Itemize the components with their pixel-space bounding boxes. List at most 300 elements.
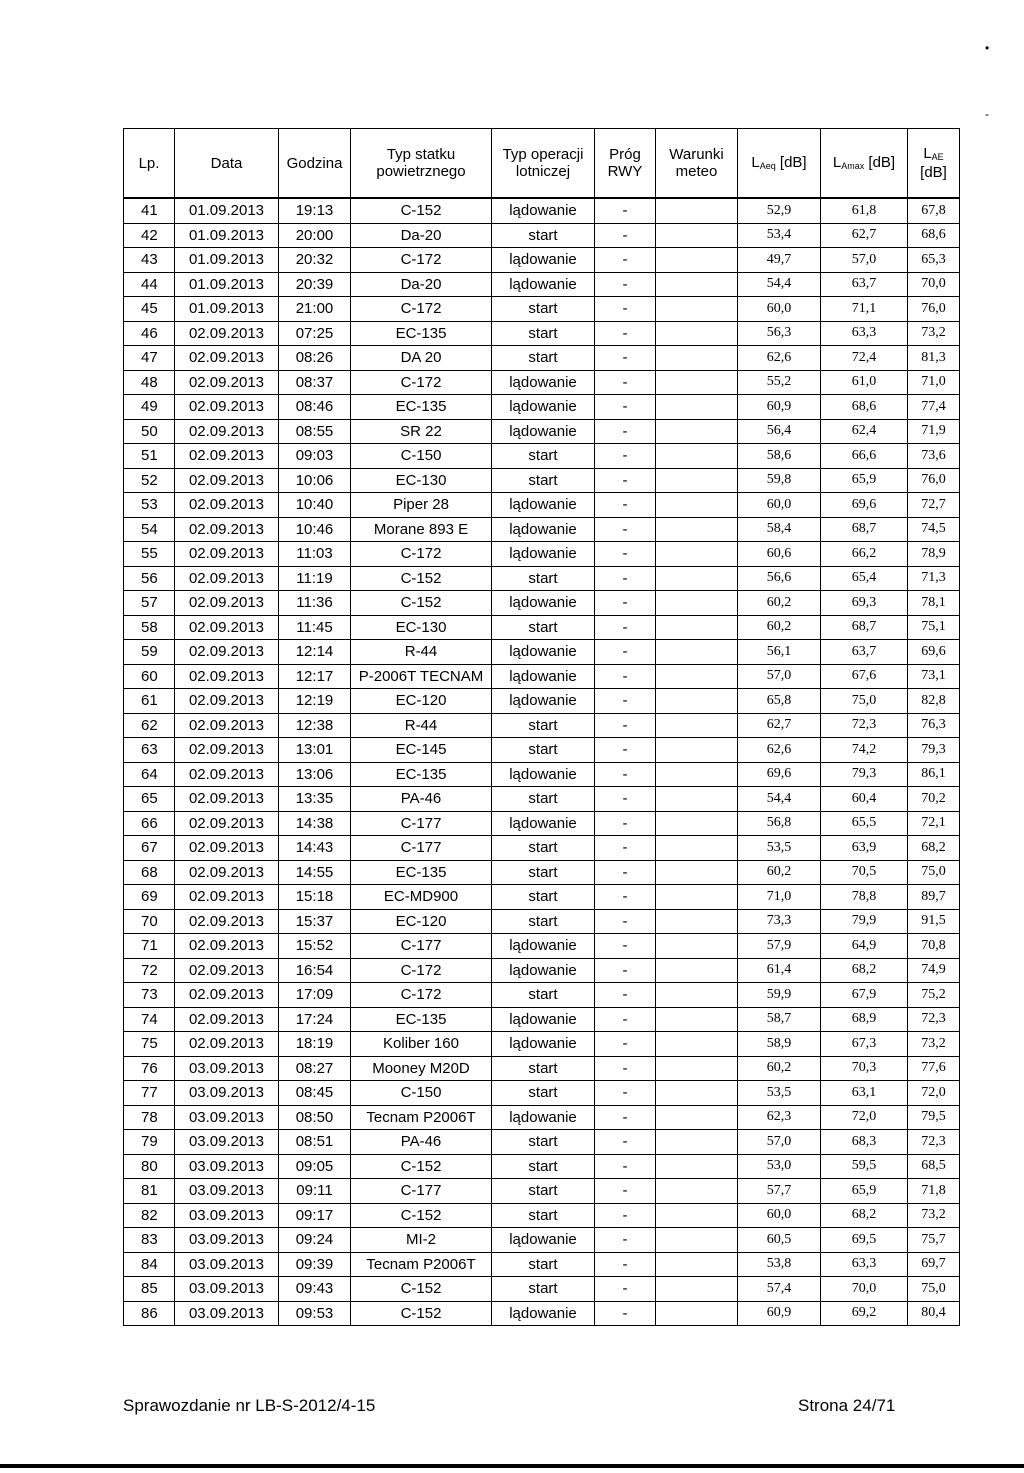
weather-cell xyxy=(656,321,738,346)
time-cell: 11:36 xyxy=(279,591,351,616)
laeq-cell: 61,4 xyxy=(738,958,821,983)
weather-cell xyxy=(656,664,738,689)
operation-cell: start xyxy=(492,836,595,861)
lamax-cell: 62,4 xyxy=(821,419,908,444)
time-cell: 15:52 xyxy=(279,934,351,959)
date-cell: 03.09.2013 xyxy=(175,1228,279,1253)
aircraft-cell: EC-120 xyxy=(351,689,492,714)
lp-cell: 53 xyxy=(124,493,175,518)
laeq-cell: 57,0 xyxy=(738,664,821,689)
lp-cell: 43 xyxy=(124,248,175,273)
time-cell: 11:03 xyxy=(279,542,351,567)
operation-cell: lądowanie xyxy=(492,1301,595,1326)
table-row xyxy=(124,738,960,763)
time-cell: 12:19 xyxy=(279,689,351,714)
date-cell: 02.09.2013 xyxy=(175,909,279,934)
time-cell: 09:03 xyxy=(279,444,351,469)
lae-cell: 79,3 xyxy=(908,738,960,763)
aircraft-cell: Mooney M20D xyxy=(351,1056,492,1081)
operation-cell: start xyxy=(492,468,595,493)
runway-cell: - xyxy=(595,787,656,812)
laeq-cell: 60,2 xyxy=(738,615,821,640)
lamax-cell: 72,3 xyxy=(821,713,908,738)
operation-cell: start xyxy=(492,738,595,763)
lamax-cell: 72,4 xyxy=(821,346,908,371)
lp-cell: 54 xyxy=(124,517,175,542)
operation-cell: lądowanie xyxy=(492,493,595,518)
aircraft-cell: EC-130 xyxy=(351,468,492,493)
laeq-cell: 62,7 xyxy=(738,713,821,738)
lamax-cell: 63,7 xyxy=(821,272,908,297)
aircraft-cell: Piper 28 xyxy=(351,493,492,518)
lae-cell: 72,1 xyxy=(908,811,960,836)
runway-cell: - xyxy=(595,566,656,591)
runway-cell: - xyxy=(595,836,656,861)
lamax-cell: 63,9 xyxy=(821,836,908,861)
table-row xyxy=(124,198,960,223)
weather-cell xyxy=(656,1130,738,1155)
aircraft-cell: C-172 xyxy=(351,297,492,322)
lae-cell: 82,8 xyxy=(908,689,960,714)
aircraft-cell: Tecnam P2006T xyxy=(351,1252,492,1277)
runway-cell: - xyxy=(595,395,656,420)
laeq-cell: 73,3 xyxy=(738,909,821,934)
header-date: Data xyxy=(175,129,279,199)
table-row xyxy=(124,444,960,469)
lamax-cell: 65,4 xyxy=(821,566,908,591)
date-cell: 02.09.2013 xyxy=(175,664,279,689)
lp-cell: 72 xyxy=(124,958,175,983)
lamax-cell: 75,0 xyxy=(821,689,908,714)
aircraft-cell: Da-20 xyxy=(351,272,492,297)
laeq-cell: 52,9 xyxy=(738,198,821,223)
date-cell: 03.09.2013 xyxy=(175,1203,279,1228)
date-cell: 02.09.2013 xyxy=(175,713,279,738)
header-runway: Próg RWY xyxy=(595,129,656,199)
runway-cell: - xyxy=(595,493,656,518)
lp-cell: 75 xyxy=(124,1032,175,1057)
lae-cell: 68,6 xyxy=(908,223,960,248)
table-row xyxy=(124,958,960,983)
weather-cell xyxy=(656,1179,738,1204)
operation-cell: lądowanie xyxy=(492,248,595,273)
weather-cell xyxy=(656,615,738,640)
date-cell: 03.09.2013 xyxy=(175,1105,279,1130)
runway-cell: - xyxy=(595,346,656,371)
lamax-cell: 61,0 xyxy=(821,370,908,395)
lae-cell: 71,9 xyxy=(908,419,960,444)
date-cell: 01.09.2013 xyxy=(175,272,279,297)
lp-cell: 52 xyxy=(124,468,175,493)
date-cell: 02.09.2013 xyxy=(175,689,279,714)
table-row xyxy=(124,370,960,395)
table-row xyxy=(124,1007,960,1032)
aircraft-cell: SR 22 xyxy=(351,419,492,444)
lamax-cell: 74,2 xyxy=(821,738,908,763)
operation-cell: start xyxy=(492,860,595,885)
laeq-cell: 58,9 xyxy=(738,1032,821,1057)
lamax-cell: 66,2 xyxy=(821,542,908,567)
lamax-cell: 70,3 xyxy=(821,1056,908,1081)
laeq-cell: 56,8 xyxy=(738,811,821,836)
lp-cell: 74 xyxy=(124,1007,175,1032)
time-cell: 15:18 xyxy=(279,885,351,910)
operation-cell: start xyxy=(492,1277,595,1302)
lae-cell: 73,6 xyxy=(908,444,960,469)
date-cell: 02.09.2013 xyxy=(175,983,279,1008)
aircraft-cell: C-172 xyxy=(351,983,492,1008)
lp-cell: 44 xyxy=(124,272,175,297)
lae-cell: 75,7 xyxy=(908,1228,960,1253)
aircraft-cell: C-177 xyxy=(351,836,492,861)
date-cell: 03.09.2013 xyxy=(175,1130,279,1155)
aircraft-cell: C-152 xyxy=(351,1301,492,1326)
table-row xyxy=(124,542,960,567)
time-cell: 09:53 xyxy=(279,1301,351,1326)
lae-cell: 70,8 xyxy=(908,934,960,959)
lae-cell: 72,7 xyxy=(908,493,960,518)
stray-dot-mark: • xyxy=(985,41,990,55)
operation-cell: lądowanie xyxy=(492,689,595,714)
runway-cell: - xyxy=(595,272,656,297)
table-row xyxy=(124,419,960,444)
weather-cell xyxy=(656,860,738,885)
time-cell: 09:17 xyxy=(279,1203,351,1228)
lp-cell: 63 xyxy=(124,738,175,763)
lp-cell: 45 xyxy=(124,297,175,322)
weather-cell xyxy=(656,566,738,591)
aircraft-cell: Tecnam P2006T xyxy=(351,1105,492,1130)
laeq-cell: 56,3 xyxy=(738,321,821,346)
header-lp: Lp. xyxy=(124,129,175,199)
table-row xyxy=(124,1130,960,1155)
lae-cell: 86,1 xyxy=(908,762,960,787)
header-lae: $L_{AE}$ [dB] xyxy=(908,129,960,199)
lamax-cell: 64,9 xyxy=(821,934,908,959)
aircraft-cell: EC-135 xyxy=(351,860,492,885)
table-row xyxy=(124,836,960,861)
table-row xyxy=(124,1203,960,1228)
time-cell: 11:45 xyxy=(279,615,351,640)
runway-cell: - xyxy=(595,713,656,738)
weather-cell xyxy=(656,1252,738,1277)
runway-cell: - xyxy=(595,1277,656,1302)
date-cell: 03.09.2013 xyxy=(175,1179,279,1204)
operation-cell: lądowanie xyxy=(492,272,595,297)
aircraft-cell: C-150 xyxy=(351,444,492,469)
laeq-cell: 58,7 xyxy=(738,1007,821,1032)
lamax-cell: 67,9 xyxy=(821,983,908,1008)
time-cell: 10:40 xyxy=(279,493,351,518)
lae-cell: 80,4 xyxy=(908,1301,960,1326)
date-cell: 02.09.2013 xyxy=(175,1007,279,1032)
operation-cell: lądowanie xyxy=(492,517,595,542)
table-row xyxy=(124,860,960,885)
date-cell: 01.09.2013 xyxy=(175,297,279,322)
date-cell: 02.09.2013 xyxy=(175,860,279,885)
aircraft-cell: EC-135 xyxy=(351,762,492,787)
table-row xyxy=(124,664,960,689)
lp-cell: 48 xyxy=(124,370,175,395)
operation-cell: lądowanie xyxy=(492,811,595,836)
lp-cell: 64 xyxy=(124,762,175,787)
lae-cell: 72,3 xyxy=(908,1007,960,1032)
time-cell: 10:46 xyxy=(279,517,351,542)
lamax-cell: 65,9 xyxy=(821,1179,908,1204)
time-cell: 09:43 xyxy=(279,1277,351,1302)
lamax-cell: 78,8 xyxy=(821,885,908,910)
lamax-cell: 68,3 xyxy=(821,1130,908,1155)
lae-cell: 73,2 xyxy=(908,1032,960,1057)
operation-cell: start xyxy=(492,885,595,910)
operation-cell: lądowanie xyxy=(492,395,595,420)
runway-cell: - xyxy=(595,321,656,346)
lamax-cell: 63,7 xyxy=(821,640,908,665)
operation-cell: lądowanie xyxy=(492,1032,595,1057)
weather-cell xyxy=(656,468,738,493)
time-cell: 21:00 xyxy=(279,297,351,322)
time-cell: 18:19 xyxy=(279,1032,351,1057)
operation-cell: lądowanie xyxy=(492,370,595,395)
table-row xyxy=(124,762,960,787)
weather-cell xyxy=(656,958,738,983)
table-row xyxy=(124,615,960,640)
weather-cell xyxy=(656,811,738,836)
lamax-cell: 70,5 xyxy=(821,860,908,885)
lae-cell: 73,2 xyxy=(908,321,960,346)
aircraft-cell: C-152 xyxy=(351,198,492,223)
aircraft-cell: PA-46 xyxy=(351,1130,492,1155)
weather-cell xyxy=(656,1105,738,1130)
aircraft-cell: C-152 xyxy=(351,1203,492,1228)
date-cell: 02.09.2013 xyxy=(175,885,279,910)
runway-cell: - xyxy=(595,468,656,493)
aircraft-cell: R-44 xyxy=(351,640,492,665)
weather-cell xyxy=(656,934,738,959)
lp-cell: 65 xyxy=(124,787,175,812)
operation-cell: lądowanie xyxy=(492,664,595,689)
footer-divider xyxy=(0,1464,1024,1468)
table-row xyxy=(124,689,960,714)
date-cell: 02.09.2013 xyxy=(175,444,279,469)
table-body xyxy=(124,198,960,1326)
time-cell: 08:37 xyxy=(279,370,351,395)
lp-cell: 79 xyxy=(124,1130,175,1155)
runway-cell: - xyxy=(595,983,656,1008)
aircraft-cell: C-152 xyxy=(351,1277,492,1302)
page-number: Strona 24/71 xyxy=(798,1396,896,1415)
lp-cell: 61 xyxy=(124,689,175,714)
lamax-cell: 68,9 xyxy=(821,1007,908,1032)
weather-cell xyxy=(656,1032,738,1057)
lp-cell: 57 xyxy=(124,591,175,616)
runway-cell: - xyxy=(595,1179,656,1204)
aircraft-cell: EC-145 xyxy=(351,738,492,763)
lae-cell: 78,9 xyxy=(908,542,960,567)
laeq-cell: 60,0 xyxy=(738,297,821,322)
date-cell: 02.09.2013 xyxy=(175,615,279,640)
lp-cell: 42 xyxy=(124,223,175,248)
time-cell: 07:25 xyxy=(279,321,351,346)
lamax-cell: 68,7 xyxy=(821,615,908,640)
aircraft-cell: P-2006T TECNAM xyxy=(351,664,492,689)
weather-cell xyxy=(656,1081,738,1106)
time-cell: 14:43 xyxy=(279,836,351,861)
runway-cell: - xyxy=(595,909,656,934)
lamax-cell: 69,2 xyxy=(821,1301,908,1326)
time-cell: 17:09 xyxy=(279,983,351,1008)
lamax-cell: 79,9 xyxy=(821,909,908,934)
table-row xyxy=(124,1154,960,1179)
runway-cell: - xyxy=(595,689,656,714)
laeq-cell: 53,4 xyxy=(738,223,821,248)
aircraft-cell: DA 20 xyxy=(351,346,492,371)
weather-cell xyxy=(656,1007,738,1032)
runway-cell: - xyxy=(595,860,656,885)
operation-cell: start xyxy=(492,1203,595,1228)
runway-cell: - xyxy=(595,1081,656,1106)
weather-cell xyxy=(656,836,738,861)
date-cell: 02.09.2013 xyxy=(175,762,279,787)
weather-cell xyxy=(656,223,738,248)
lamax-cell: 65,9 xyxy=(821,468,908,493)
lp-cell: 67 xyxy=(124,836,175,861)
operation-cell: lądowanie xyxy=(492,1228,595,1253)
date-cell: 02.09.2013 xyxy=(175,419,279,444)
runway-cell: - xyxy=(595,1032,656,1057)
table-row xyxy=(124,1032,960,1057)
runway-cell: - xyxy=(595,1203,656,1228)
lae-cell: 68,2 xyxy=(908,836,960,861)
date-cell: 02.09.2013 xyxy=(175,395,279,420)
table-row xyxy=(124,591,960,616)
date-cell: 02.09.2013 xyxy=(175,493,279,518)
runway-cell: - xyxy=(595,640,656,665)
lp-cell: 60 xyxy=(124,664,175,689)
lamax-cell: 69,5 xyxy=(821,1228,908,1253)
laeq-cell: 57,0 xyxy=(738,1130,821,1155)
laeq-cell: 60,0 xyxy=(738,1203,821,1228)
operation-cell: lądowanie xyxy=(492,1007,595,1032)
laeq-cell: 58,4 xyxy=(738,517,821,542)
time-cell: 13:35 xyxy=(279,787,351,812)
laeq-cell: 53,5 xyxy=(738,1081,821,1106)
runway-cell: - xyxy=(595,542,656,567)
time-cell: 08:46 xyxy=(279,395,351,420)
weather-cell xyxy=(656,1154,738,1179)
aircraft-cell: Da-20 xyxy=(351,223,492,248)
laeq-cell: 57,9 xyxy=(738,934,821,959)
lamax-cell: 63,3 xyxy=(821,1252,908,1277)
date-cell: 01.09.2013 xyxy=(175,248,279,273)
table-row xyxy=(124,1105,960,1130)
lp-cell: 46 xyxy=(124,321,175,346)
weather-cell xyxy=(656,1301,738,1326)
lae-cell: 89,7 xyxy=(908,885,960,910)
operation-cell: start xyxy=(492,1081,595,1106)
table-row xyxy=(124,223,960,248)
operation-cell: lądowanie xyxy=(492,958,595,983)
report-number: Sprawozdanie nr LB-S-2012/4-15 xyxy=(123,1396,376,1415)
laeq-cell: 54,4 xyxy=(738,272,821,297)
weather-cell xyxy=(656,272,738,297)
laeq-cell: 60,6 xyxy=(738,542,821,567)
date-cell: 02.09.2013 xyxy=(175,787,279,812)
operation-cell: start xyxy=(492,615,595,640)
table-row xyxy=(124,395,960,420)
lae-cell: 72,3 xyxy=(908,1130,960,1155)
operation-cell: lądowanie xyxy=(492,198,595,223)
table-row xyxy=(124,1301,960,1326)
weather-cell xyxy=(656,1228,738,1253)
laeq-cell: 49,7 xyxy=(738,248,821,273)
laeq-cell: 60,2 xyxy=(738,1056,821,1081)
lae-cell: 71,3 xyxy=(908,566,960,591)
stray-dash-mark: - xyxy=(985,107,989,121)
aircraft-cell: C-150 xyxy=(351,1081,492,1106)
operation-cell: start xyxy=(492,321,595,346)
table-row xyxy=(124,517,960,542)
runway-cell: - xyxy=(595,664,656,689)
time-cell: 09:05 xyxy=(279,1154,351,1179)
weather-cell xyxy=(656,542,738,567)
runway-cell: - xyxy=(595,517,656,542)
operation-cell: start xyxy=(492,983,595,1008)
aircraft-cell: EC-120 xyxy=(351,909,492,934)
table-header-row xyxy=(124,129,960,199)
date-cell: 02.09.2013 xyxy=(175,591,279,616)
time-cell: 17:24 xyxy=(279,1007,351,1032)
runway-cell: - xyxy=(595,1252,656,1277)
header-aircraft-type: Typ statku powietrznego xyxy=(351,129,492,199)
time-cell: 12:17 xyxy=(279,664,351,689)
laeq-cell: 60,9 xyxy=(738,1301,821,1326)
runway-cell: - xyxy=(595,591,656,616)
laeq-cell: 59,8 xyxy=(738,468,821,493)
operation-cell: lądowanie xyxy=(492,762,595,787)
operation-cell: start xyxy=(492,566,595,591)
time-cell: 08:51 xyxy=(279,1130,351,1155)
date-cell: 02.09.2013 xyxy=(175,836,279,861)
lae-cell: 70,2 xyxy=(908,787,960,812)
laeq-cell: 56,1 xyxy=(738,640,821,665)
weather-cell xyxy=(656,370,738,395)
laeq-cell: 60,2 xyxy=(738,860,821,885)
operation-cell: lądowanie xyxy=(492,1105,595,1130)
aircraft-cell: C-172 xyxy=(351,248,492,273)
lp-cell: 70 xyxy=(124,909,175,934)
lae-cell: 72,0 xyxy=(908,1081,960,1106)
table-row xyxy=(124,983,960,1008)
weather-cell xyxy=(656,591,738,616)
runway-cell: - xyxy=(595,248,656,273)
lp-cell: 85 xyxy=(124,1277,175,1302)
operation-cell: start xyxy=(492,1154,595,1179)
table-row xyxy=(124,248,960,273)
time-cell: 20:39 xyxy=(279,272,351,297)
lae-cell: 75,0 xyxy=(908,860,960,885)
table-row xyxy=(124,1252,960,1277)
date-cell: 02.09.2013 xyxy=(175,321,279,346)
lamax-cell: 70,0 xyxy=(821,1277,908,1302)
date-cell: 02.09.2013 xyxy=(175,468,279,493)
lae-cell: 91,5 xyxy=(908,909,960,934)
date-cell: 03.09.2013 xyxy=(175,1277,279,1302)
lp-cell: 68 xyxy=(124,860,175,885)
aircraft-cell: EC-130 xyxy=(351,615,492,640)
operation-cell: lądowanie xyxy=(492,542,595,567)
lamax-cell: 65,5 xyxy=(821,811,908,836)
